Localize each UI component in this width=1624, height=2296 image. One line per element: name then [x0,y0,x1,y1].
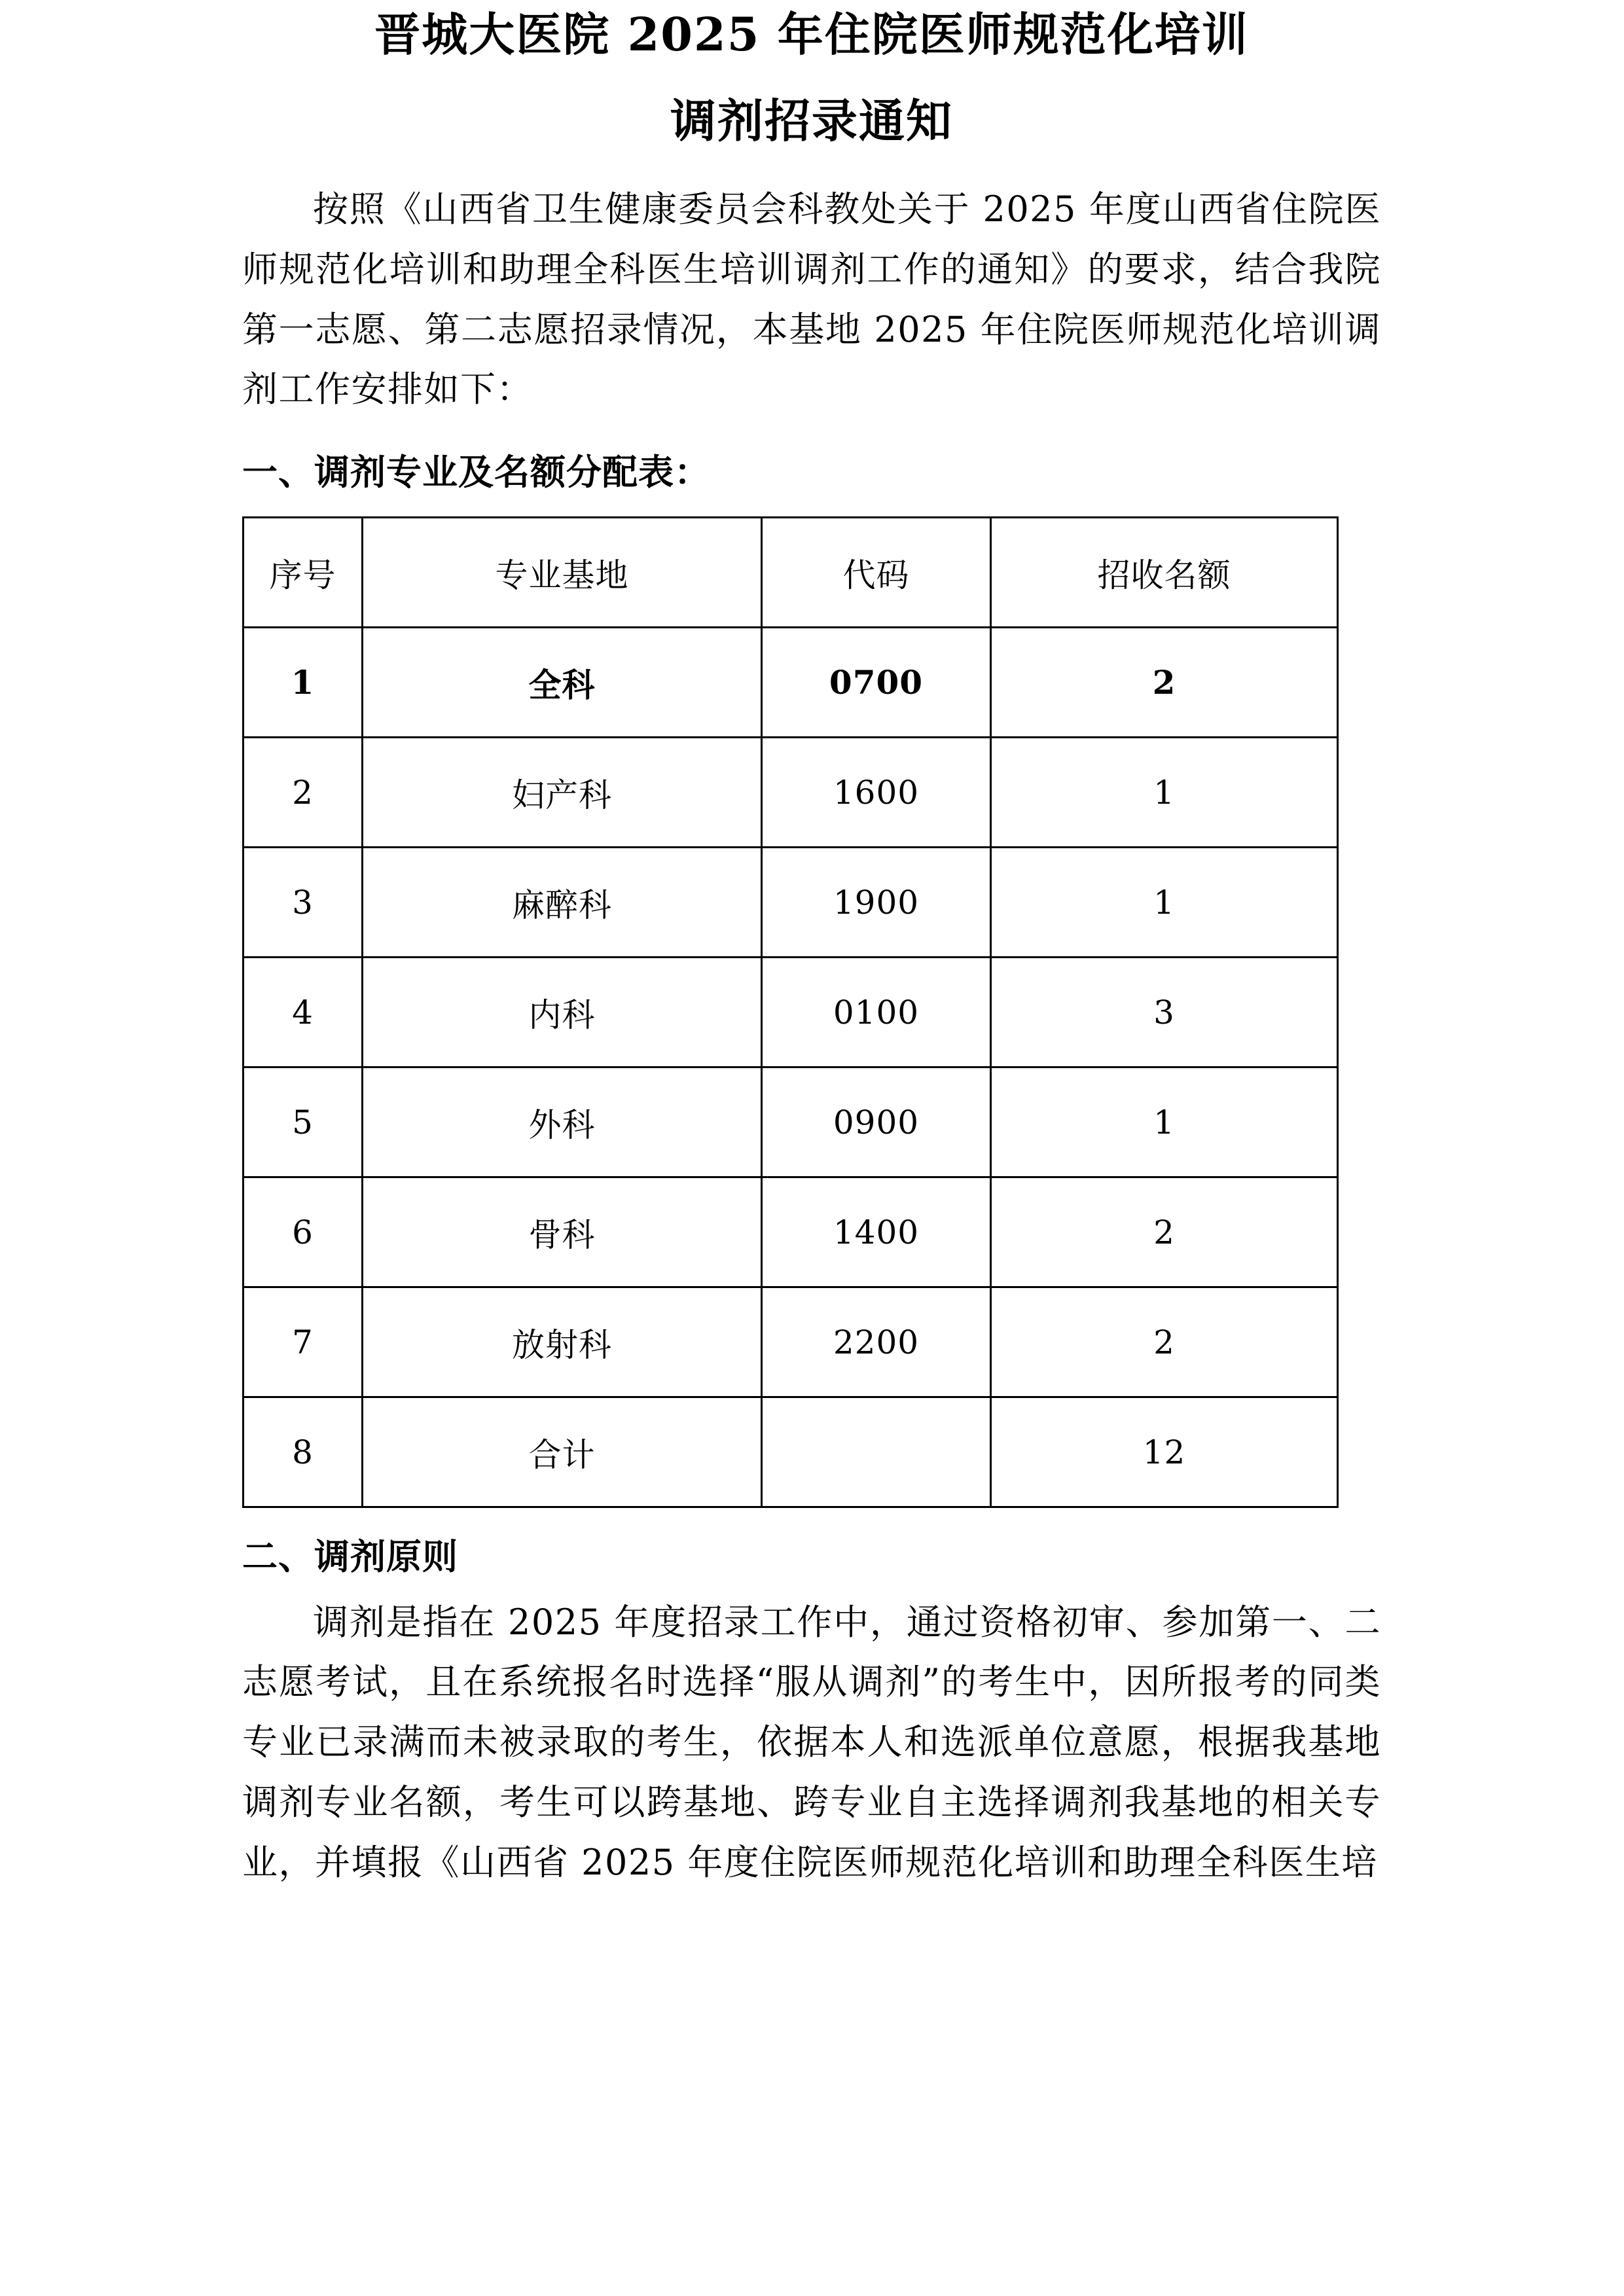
section-one-heading: 一、调剂专业及名额分配表： [242,452,710,493]
document-title-line-2: 调剂招录通知 [670,94,953,148]
cell-seq: 6 [244,1177,363,1287]
cell-quota: 3 [991,958,1338,1067]
quota-table-body [244,628,1338,1507]
cell-seq: 8 [244,1397,363,1507]
column-header-seq: 序号 [244,518,363,628]
table-row [244,848,1338,958]
cell-quota: 1 [991,848,1338,958]
table-row [244,1287,1338,1397]
cell-quota: 12 [991,1397,1338,1507]
cell-quota: 1 [991,738,1338,848]
intro-paragraph: 按照《山西省卫生健康委员会科教处关于 2025 年度山西省住院医师规范化培训和助理全科医生培训调剂工作的通知》的要求，结合我院第一志愿、第二志愿招录情况，本基地 2025 年住院医师规范化培训调剂工作安排如下： [242,188,1381,410]
cell-code: 1600 [762,738,991,848]
document-title-line-1: 晋城大医院 2025 年住院医师规范化培训 [374,7,1249,62]
column-header-quota: 招收名额 [991,518,1338,628]
cell-code: 0900 [762,1067,991,1177]
cell-base: 合计 [363,1397,762,1507]
cell-base: 骨科 [363,1177,762,1287]
document-content [242,0,1381,1893]
table-row [244,958,1338,1067]
cell-base: 放射科 [363,1287,762,1397]
cell-base: 妇产科 [363,738,762,848]
quota-table-head [244,518,1338,628]
cell-seq: 3 [244,848,363,958]
cell-seq: 5 [244,1067,363,1177]
cell-seq: 2 [244,738,363,848]
table-row [244,738,1338,848]
section-two-heading: 二、调剂原则 [242,1536,458,1578]
table-row-total [244,1397,1338,1507]
column-header-code: 代码 [762,518,991,628]
cell-seq: 1 [244,628,363,738]
cell-base: 全科 [363,628,762,738]
cell-seq: 7 [244,1287,363,1397]
quota-table-wrapper [242,516,1337,1508]
cell-quota: 1 [991,1067,1338,1177]
cell-quota: 2 [991,1177,1338,1287]
cell-code [762,1397,991,1507]
quota-table [242,516,1339,1508]
principle-paragraph: 调剂是指在 2025 年度招录工作中，通过资格初审、参加第一、二志愿考试，且在系统报名时选择“服从调剂”的考生中，因所报考的同类专业已录满而未被录取的考生，依据本人和选派单位意愿，根据我基地调剂专业名额，考生可以跨基地、跨专业自主选择调剂我基地的相关专业，并填报《山西省 2025 年度住院医师规范化培训和助理全科医生培 [242,1601,1381,1883]
cell-base: 外科 [363,1067,762,1177]
table-row [244,1177,1338,1287]
cell-quota: 2 [991,1287,1338,1397]
column-header-base: 专业基地 [363,518,762,628]
cell-code: 0700 [762,628,991,738]
cell-code: 1400 [762,1177,991,1287]
cell-code: 0100 [762,958,991,1067]
table-row [244,1067,1338,1177]
cell-base: 麻醉科 [363,848,762,958]
table-row [244,628,1338,738]
cell-base: 内科 [363,958,762,1067]
cell-quota: 2 [991,628,1338,738]
cell-seq: 4 [244,958,363,1067]
table-header-row [244,518,1338,628]
cell-code: 1900 [762,848,991,958]
cell-code: 2200 [762,1287,991,1397]
